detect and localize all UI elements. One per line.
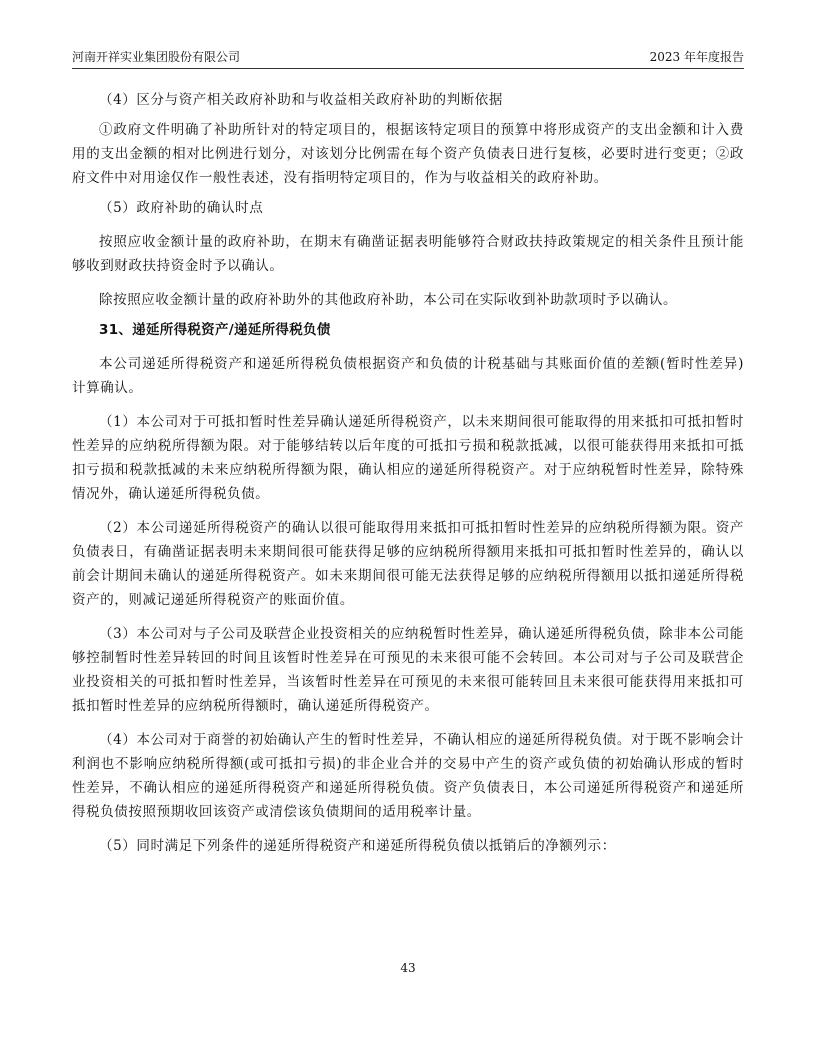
page-number: 43 <box>400 961 416 975</box>
paragraph: （3）本公司对与子公司及联营企业投资相关的应纳税暂时性差异，确认递延所得税负债，除非本公司能够控制暂时性差异转回的时间且该暂时性差异在可预见的未来很可能不会转回。本公司对与子公司及联营企业投资相关的可抵扣暂时性差异，当该暂时性差异在可预见的未来很可能转回且未来很可能获得用来抵扣可抵扣暂时性差异的应纳税所得额时，确认递延所得税资产。 <box>72 626 744 714</box>
paragraph: ①政府文件明确了补助所针对的特定项目的，根据该特定项目的预算中将形成资产的支出金额和计入费用的支出金额的相对比例进行划分，对该划分比例需在每个资产负债表日进行复核，必要时进行变更；②政府文件中对用途仅作一般性表述，没有指明特定项目的，作为与收益相关的政府补助。 <box>72 122 744 186</box>
section-heading-31: 31、递延所得税资产/递延所得税负债 <box>99 322 331 338</box>
subsection-title-4: （4）区分与资产相关政府补助和与收益相关政府补助的判断依据 <box>99 92 503 108</box>
report-title: 2023 年年度报告 <box>649 50 744 64</box>
paragraph: （5）同时满足下列条件的递延所得税资产和递延所得税负债以抵销后的净额列示： <box>99 838 616 854</box>
paragraph: 本公司递延所得税资产和递延所得税负债根据资产和负债的计税基础与其账面价值的差额(暂时性差异)计算确认。 <box>72 356 744 396</box>
paragraph: （1）本公司对于可抵扣暂时性差异确认递延所得税资产，以未来期间很可能取得的用来抵扣可抵扣暂时性差异的应纳税所得额为限。对于能够结转以后年度的可抵扣亏损和税款抵减，以很可能获得用来抵扣可抵扣亏损和税款抵减的未来应纳税所得额为限，确认相应的递延所得税资产。对于应纳税暂时性差异，除特殊情况外，确认递延所得税负债。 <box>72 414 744 502</box>
paragraph: 按照应收金额计量的政府补助，在期末有确凿证据表明能够符合财政扶持政策规定的相关条件且预计能够收到财政扶持资金时予以确认。 <box>72 234 744 274</box>
document-body <box>72 88 744 858</box>
subsection-title-5: （5）政府补助的确认时点 <box>99 200 264 216</box>
paragraph: （2）本公司递延所得税资产的确认以很可能取得用来抵扣可抵扣暂时性差异的应纳税所得额为限。资产负债表日，有确凿证据表明未来期间很可能获得足够的应纳税所得额用来抵扣可抵扣暂时性差异的，确认以前会计期间未确认的递延所得税资产。如未来期间很可能无法获得足够的应纳税所得额用以抵扣递延所得税资产的，则减记递延所得税资产的账面价值。 <box>72 520 744 608</box>
paragraph: （4）本公司对于商誉的初始确认产生的暂时性差异，不确认相应的递延所得税负债。对于既不影响会计利润也不影响应纳税所得额(或可抵扣亏损)的非企业合并的交易中产生的资产或负债的初始确认形成的暂时性差异，不确认相应的递延所得税资产和递延所得税负债。资产负债表日，本公司递延所得税资产和递延所得税负债按照预期收回该资产或清偿该负债期间的适用税率计量。 <box>72 732 744 820</box>
page-header <box>72 48 744 69</box>
paragraph: 除按照应收金额计量的政府补助外的其他政府补助，本公司在实际收到补助款项时予以确认。 <box>99 292 678 308</box>
company-name: 河南开祥实业集团股份有限公司 <box>72 50 241 64</box>
